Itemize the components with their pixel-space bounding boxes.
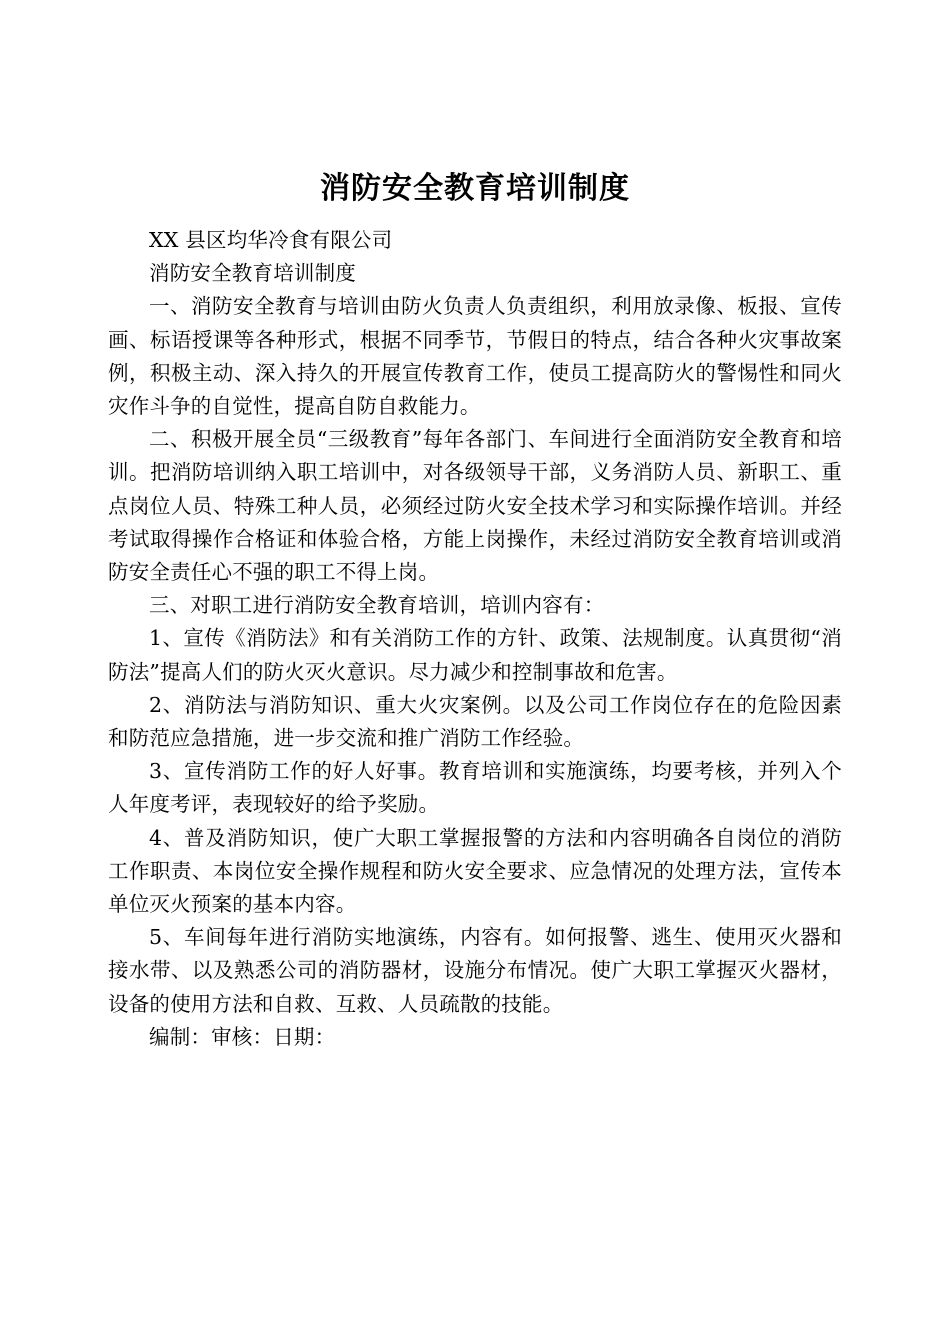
header-line-subtitle: 消防安全教育培训制度 (149, 261, 356, 286)
paragraph-item-1: 1、宣传《消防法》和有关消防工作的方针、政策、法规制度。认真贯彻“消防法”提高人们的防火灭火意识。尽力减少和控制事故和危害。 (108, 626, 842, 684)
header-line-company: XX 县区均华冷食有限公司 (149, 228, 393, 252)
page-title: 消防安全教育培训制度 (320, 171, 630, 206)
paragraph-item-3: 3、宣传消防工作的好人好事。教育培训和实施演练，均要考核，并列入个人年度考评，表现较好的给予奖励。 (108, 759, 842, 817)
signature-line: 编制：审核：日期： (149, 1024, 336, 1049)
paragraph-item-5: 5、车间每年进行消防实地演练，内容有。如何报警、逃生、使用灭火器和接水带、以及熟悉公司的消防器材，设施分布情况。使广大职工掌握灭火器材，设备的使用方法和自救、互救、人员疏散的技能。 (108, 925, 842, 1016)
paragraph-item-2: 2、消防法与消防知识、重大火灾案例。以及公司工作岗位存在的危险因素和防范应急措施，进一步交流和推广消防工作经验。 (108, 692, 842, 751)
document-body (108, 224, 842, 1054)
paragraph-3: 三、对职工进行消防安全教育培训，培训内容有： (149, 593, 605, 618)
paragraph-2: 二、积极开展全员“三级教育”每年各部门、车间进行全面消防安全教育和培训。把消防培训纳入职工培训中，对各级领导干部，义务消防人员、新职工、重点岗位人员、特殊工种人员，必须经过防火安全技术学习和实际操作培训。并经考试取得操作合格证和体验合格，方能上岗操作，未经过消防安全教育培训或消防安全责任心不强的职工不得上岗。 (108, 427, 842, 585)
paragraph-1: 一、消防安全教育与培训由防火负责人负责组织，利用放录像、板报、宣传画、标语授课等各种形式，根据不同季节，节假日的特点，结合各种火灾事故案例，积极主动、深入持久的开展宣传教育工作，使员工提高防火的警惕性和同火灾作斗争的自觉性，提高自防自救能力。 (108, 294, 842, 419)
paragraph-item-4: 4、普及消防知识，使广大职工掌握报警的方法和内容明确各自岗位的消防工作职责、本岗位安全操作规程和防火安全要求、应急情况的处理方法，宣传本单位灭火预案的基本内容。 (108, 825, 842, 917)
